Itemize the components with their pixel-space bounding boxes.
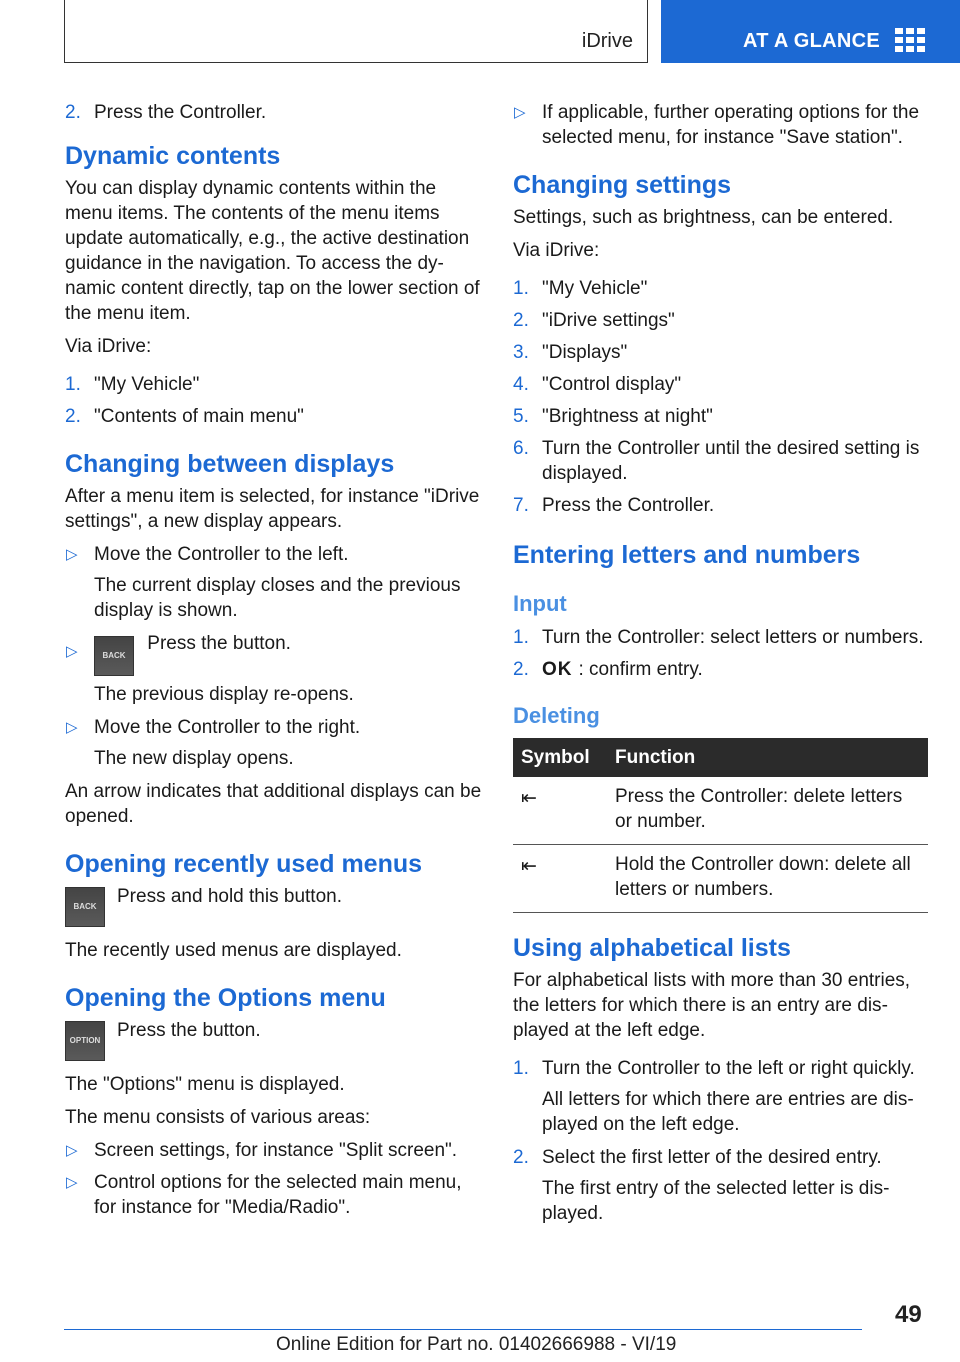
table-cell: Hold the Controller down: delete all letters or numbers. <box>607 845 928 913</box>
table-header: Function <box>607 738 928 777</box>
heading-dynamic-contents: Dynamic contents <box>65 142 281 170</box>
footer-edition: Online Edition for Part no. 01402666988 - VI/19 <box>276 1334 677 1355</box>
list-text: "My Vehicle" <box>542 278 648 299</box>
bullet-text: If applicable, further operating options for the selected menu, for instance "Save station". <box>542 102 920 148</box>
page-number: 49 <box>895 1301 922 1328</box>
bullet-text: Screen settings, for instance "Split screen". <box>94 1140 458 1161</box>
right-column <box>513 100 933 1234</box>
list-item <box>513 276 933 301</box>
list-number: 1. <box>513 278 529 299</box>
list-number: 2. <box>65 102 81 123</box>
list-number: 1. <box>513 627 529 648</box>
heading-options-menu: Opening the Options menu <box>65 984 386 1012</box>
header-section-box <box>64 0 648 63</box>
list-number: 2. <box>513 659 529 680</box>
list-text: "Brightness at night" <box>542 406 713 427</box>
bullet-item <box>65 1170 485 1220</box>
bullet-text: Move the Controller to the right. <box>94 717 361 738</box>
list-text: "Displays" <box>542 342 628 363</box>
list-number: 2. <box>513 310 529 331</box>
table-header: Symbol <box>513 738 607 777</box>
list-item <box>65 404 485 429</box>
icon-instruction-text: Press and hold this button. <box>117 886 342 907</box>
list-item <box>513 1056 933 1081</box>
list-number: 3. <box>513 342 529 363</box>
table-row <box>513 777 928 845</box>
paragraph: After a menu item is selected, for instance "iDrive settings", a new display appears. <box>65 486 480 532</box>
list-number: 5. <box>513 406 529 427</box>
list-item <box>513 625 933 650</box>
header-chapter-title: AT A GLANCE <box>743 30 880 52</box>
header-section-title: iDrive <box>581 30 633 52</box>
list-number: 7. <box>513 495 529 516</box>
bullet-item <box>65 1138 485 1163</box>
paragraph: For alphabetical lists with more than 30 entries, the letters for which there is an entry are displayed at the left edge. <box>513 970 911 1041</box>
bullet-subtext: The previous display re-opens. <box>94 684 354 705</box>
list-number: 4. <box>513 374 529 395</box>
list-text: "iDrive settings" <box>542 310 675 331</box>
list-item <box>513 308 933 333</box>
bullet-text: Move the Controller to the left. <box>94 544 349 565</box>
list-item <box>65 372 485 397</box>
delete-symbols-table <box>513 738 928 913</box>
table-row <box>513 845 928 913</box>
paragraph: The menu consists of various areas: <box>65 1107 371 1128</box>
list-text: Turn the Controller until the desired setting is displayed. <box>542 438 920 484</box>
list-number: 2. <box>513 1147 529 1168</box>
paragraph: Via iDrive: <box>513 240 600 261</box>
list-item <box>65 100 485 125</box>
bullet-item <box>65 542 485 567</box>
delete-arrow-icon: ⇤ <box>513 845 607 913</box>
list-number: 2. <box>65 406 81 427</box>
back-button-icon: BACK <box>94 636 134 676</box>
list-subtext: All letters for which there are entries are displayed on the left edge. <box>542 1089 914 1135</box>
paragraph: Settings, such as brightness, can be entered. <box>513 207 894 228</box>
list-text: "My Vehicle" <box>94 374 200 395</box>
list-item <box>513 436 933 486</box>
bullet-triangle-icon: ▷ <box>66 546 78 563</box>
list-item <box>513 340 933 365</box>
heading-deleting: Deleting <box>513 703 600 728</box>
list-item <box>513 1145 933 1170</box>
back-button-icon: BACK <box>65 887 105 927</box>
delete-arrow-icon: ⇤ <box>513 777 607 845</box>
heading-input: Input <box>513 591 567 616</box>
list-subtext: The first entry of the selected letter is displayed. <box>542 1178 890 1224</box>
heading-entering-letters: Entering letters and numbers <box>513 541 861 569</box>
option-button-icon: OPTION <box>65 1021 105 1061</box>
list-number: 6. <box>513 438 529 459</box>
list-item <box>513 493 933 518</box>
paragraph: Via iDrive: <box>65 336 152 357</box>
heading-changing-settings: Changing settings <box>513 171 732 199</box>
list-text: : confirm entry. <box>578 659 703 680</box>
bullet-subtext: The current display closes and the previous display is shown. <box>94 575 461 621</box>
heading-recent-menus: Opening recently used menus <box>65 850 423 878</box>
list-item <box>513 657 933 682</box>
list-text: Select the first letter of the desired entry. <box>542 1147 882 1168</box>
grid-menu-icon <box>895 28 925 52</box>
bullet-item <box>65 715 485 740</box>
bullet-triangle-icon: ▷ <box>66 1142 78 1159</box>
footer-divider <box>64 1329 862 1330</box>
list-text: Turn the Controller to the left or right quickly. <box>542 1058 915 1079</box>
paragraph: The "Options" menu is displayed. <box>65 1074 345 1095</box>
bullet-subtext: The new display opens. <box>94 748 294 769</box>
icon-instruction <box>65 884 485 924</box>
paragraph: An arrow indicates that additional displays can be opened. <box>65 781 482 827</box>
bullet-triangle-icon: ▷ <box>66 719 78 736</box>
list-text: Press the Controller. <box>94 102 267 123</box>
heading-alphabetical-lists: Using alphabetical lists <box>513 934 791 962</box>
bullet-triangle-icon: ▷ <box>66 643 78 660</box>
list-text: "Control display" <box>542 374 682 395</box>
heading-changing-displays: Changing between displays <box>65 450 395 478</box>
icon-instruction <box>65 1018 485 1058</box>
bullet-triangle-icon: ▷ <box>514 104 526 121</box>
paragraph: The recently used menus are displayed. <box>65 940 402 961</box>
list-text: Turn the Controller: select letters or numbers. <box>542 627 924 648</box>
table-cell: Press the Controller: delete letters or number. <box>607 777 928 845</box>
bullet-triangle-icon: ▷ <box>66 1174 78 1191</box>
list-text: "Contents of main menu" <box>94 406 304 427</box>
icon-instruction-text: Press the button. <box>117 1020 261 1041</box>
bullet-item <box>513 100 933 150</box>
table-header-row <box>513 738 928 777</box>
left-column <box>65 100 485 1227</box>
list-item <box>513 404 933 429</box>
list-item <box>513 372 933 397</box>
bullet-item <box>65 631 485 676</box>
ok-symbol-icon: OK <box>542 659 573 680</box>
list-number: 1. <box>65 374 81 395</box>
paragraph: You can display dynamic contents within the menu items. The contents of the menu items update automatically, e.g., the active destination guidance in the navigation. To access the dynamic content directly, tap on the lower section of the menu item. <box>65 178 480 324</box>
header-chapter-box[interactable] <box>661 0 960 63</box>
list-number: 1. <box>513 1058 529 1079</box>
bullet-text: Press the button. <box>147 633 291 654</box>
bullet-text: Control options for the selected main menu, for instance for "Media/Radio". <box>94 1172 462 1218</box>
list-text: Press the Controller. <box>542 495 715 516</box>
